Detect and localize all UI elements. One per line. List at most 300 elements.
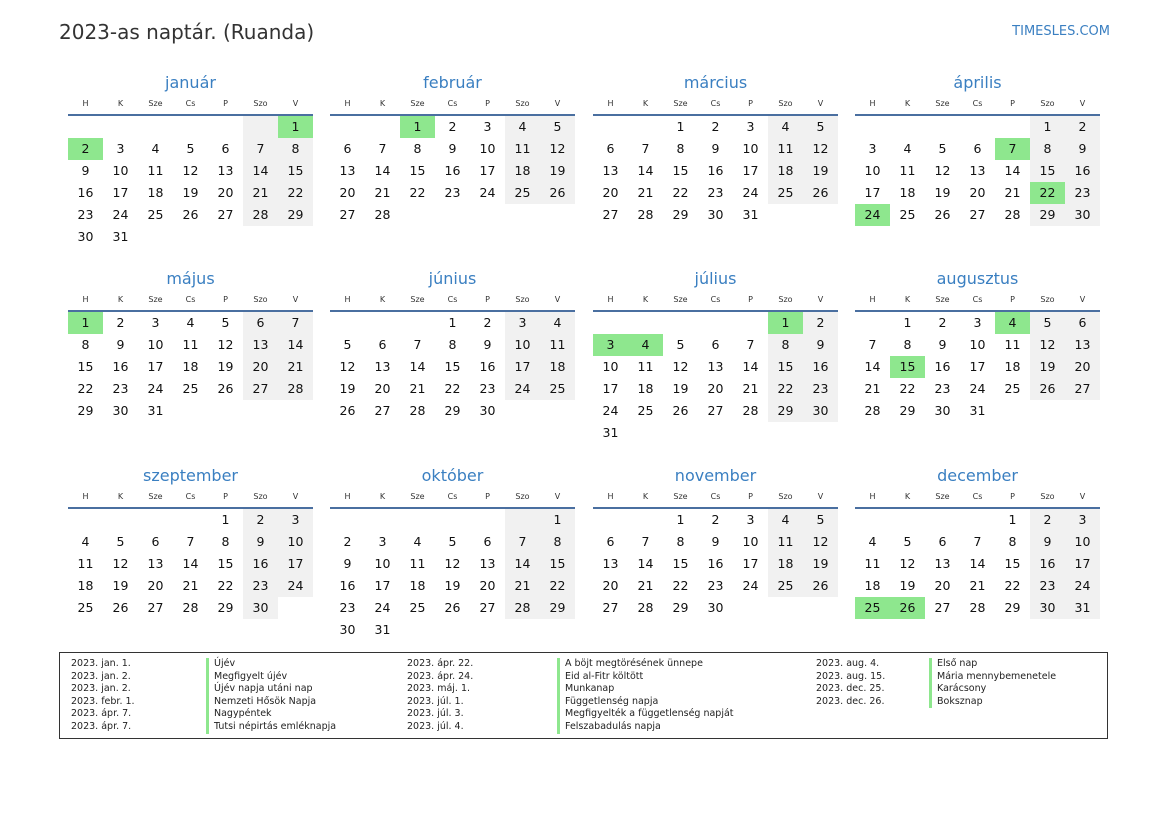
empty-cell — [208, 226, 243, 248]
weekday-label: Sze — [410, 295, 425, 304]
day-cell: 29 — [444, 403, 461, 418]
day-cell: 25 — [409, 600, 426, 615]
week-row — [855, 312, 1100, 334]
weekday-label: Szo — [253, 99, 268, 108]
day-cell: 14 — [505, 553, 540, 575]
day-cell: 7 — [641, 141, 650, 156]
day-cell: 6 — [378, 337, 387, 352]
week-row — [330, 160, 575, 182]
empty-cell — [243, 226, 278, 248]
week-row — [330, 312, 575, 334]
week-row — [68, 116, 313, 138]
day-cell: 24 — [147, 381, 164, 396]
day-cell: 16 — [339, 578, 356, 593]
day-cell: 5 — [803, 509, 838, 531]
month-name: augusztus — [936, 269, 1019, 288]
day-cell: 22 — [278, 182, 313, 204]
day-cell: 7 — [413, 337, 422, 352]
day-cell: 9 — [243, 531, 278, 553]
day-cell: 27 — [969, 207, 986, 222]
empty-cell — [803, 422, 838, 444]
day-cell: 31 — [1065, 597, 1100, 619]
day-cell: 11 — [768, 531, 803, 553]
empty-cell — [733, 597, 768, 619]
empty-cell — [698, 312, 733, 334]
weekday-label: H — [869, 99, 876, 108]
day-cell: 5 — [540, 116, 575, 138]
day-cell: 17 — [969, 359, 986, 374]
day-cell: 23 — [339, 600, 356, 615]
weekday-label: V — [292, 295, 299, 304]
day-cell: 21 — [374, 185, 391, 200]
day-cell: 16 — [77, 185, 94, 200]
day-cell: 30 — [112, 403, 129, 418]
weekday-label: H — [82, 492, 89, 501]
month-name: július — [694, 269, 737, 288]
empty-cell — [768, 597, 803, 619]
day-cell: 16 — [707, 556, 724, 571]
empty-cell — [733, 422, 768, 444]
day-cell: 9 — [1030, 531, 1065, 553]
day-cell: 26 — [803, 182, 838, 204]
day-cell: 23 — [707, 185, 724, 200]
day-cell: 8 — [676, 534, 685, 549]
legend-dates-2 — [407, 658, 473, 734]
empty-cell — [995, 116, 1030, 138]
weekday-label: Cs — [710, 295, 721, 304]
weekday-label: V — [817, 99, 824, 108]
day-cell: 9 — [711, 534, 720, 549]
day-cell: 7 — [746, 337, 755, 352]
weekday-label: V — [1079, 492, 1086, 501]
week-row — [855, 509, 1100, 531]
day-cell: 2 — [938, 315, 947, 330]
weekday-label: Szo — [1040, 99, 1055, 108]
day-cell: 8 — [676, 141, 685, 156]
week-row — [330, 182, 575, 204]
day-cell: 3 — [151, 315, 160, 330]
site-link[interactable]: TIMESLES.COM — [1012, 24, 1110, 39]
day-cell: 20 — [707, 381, 724, 396]
empty-cell — [68, 116, 103, 138]
weekday-header — [593, 290, 838, 312]
weekday-label: P — [1010, 99, 1015, 108]
day-cell: 31 — [602, 425, 619, 440]
weekday-label: H — [344, 99, 351, 108]
day-cell: 16 — [444, 163, 461, 178]
weekday-label: H — [607, 295, 614, 304]
day-cell: 8 — [1030, 138, 1065, 160]
day-cell: 25 — [77, 600, 94, 615]
day-cell: 5 — [116, 534, 125, 549]
legend-holiday-name: Megfigyelték a függetlenség napját — [557, 708, 734, 721]
empty-cell — [505, 204, 540, 226]
weekday-label: V — [1079, 99, 1086, 108]
empty-cell — [925, 116, 960, 138]
day-cell: 20 — [934, 578, 951, 593]
day-cell: 7 — [378, 141, 387, 156]
weekday-label: Cs — [972, 99, 983, 108]
weekday-label: H — [82, 99, 89, 108]
weekday-label: Sze — [410, 492, 425, 501]
day-cell: 13 — [217, 163, 234, 178]
week-row — [330, 356, 575, 378]
day-cell: 31 — [969, 403, 986, 418]
empty-cell — [435, 509, 470, 531]
day-cell: 3 — [378, 534, 387, 549]
week-row — [330, 138, 575, 160]
empty-cell — [68, 509, 103, 531]
day-cell: 1 — [278, 116, 313, 138]
week-row — [68, 312, 313, 334]
day-cell: 18 — [540, 356, 575, 378]
week-row — [855, 204, 1100, 226]
legend-holiday-name: Megfigyelt újév — [206, 671, 336, 684]
day-cell: 14 — [742, 359, 759, 374]
day-cell: 11 — [637, 359, 654, 374]
empty-cell — [593, 509, 628, 531]
day-cell: 4 — [768, 116, 803, 138]
day-cell: 10 — [1065, 531, 1100, 553]
legend-dates-3 — [816, 658, 885, 708]
week-row — [855, 356, 1100, 378]
week-row — [68, 226, 313, 248]
weekday-header — [855, 94, 1100, 116]
day-cell: 30 — [934, 403, 951, 418]
weekday-label: P — [1010, 492, 1015, 501]
day-cell: 25 — [768, 182, 803, 204]
empty-cell — [470, 509, 505, 531]
weekday-label: V — [554, 492, 561, 501]
day-cell: 11 — [899, 163, 916, 178]
week-row — [593, 160, 838, 182]
week-row — [593, 356, 838, 378]
day-cell: 15 — [444, 359, 461, 374]
empty-cell — [768, 422, 803, 444]
day-cell: 30 — [339, 622, 356, 637]
day-cell: 22 — [899, 381, 916, 396]
weekday-label: Sze — [673, 99, 688, 108]
legend-names-1 — [206, 658, 336, 734]
day-cell: 4 — [81, 534, 90, 549]
day-cell: 7 — [243, 138, 278, 160]
week-row — [330, 597, 575, 619]
weekday-header — [68, 487, 313, 509]
day-cell: 6 — [938, 534, 947, 549]
day-cell: 12 — [444, 556, 461, 571]
day-cell: 19 — [672, 381, 689, 396]
day-cell: 1 — [1008, 512, 1017, 527]
weekday-label: K — [117, 99, 124, 108]
day-cell: 14 — [637, 556, 654, 571]
weekday-label: P — [485, 99, 490, 108]
day-cell: 2 — [711, 512, 720, 527]
empty-cell — [435, 619, 470, 641]
weekday-label: Cs — [185, 295, 196, 304]
weekday-header — [855, 487, 1100, 509]
weekday-label: P — [748, 295, 753, 304]
week-row — [855, 116, 1100, 138]
week-row — [593, 334, 838, 356]
empty-cell — [365, 312, 400, 334]
day-cell: 9 — [81, 163, 90, 178]
weekday-header — [330, 487, 575, 509]
day-cell: 5 — [903, 534, 912, 549]
day-cell: 2 — [1065, 116, 1100, 138]
weekday-label: H — [607, 99, 614, 108]
day-cell: 9 — [711, 141, 720, 156]
day-cell: 18 — [505, 160, 540, 182]
day-cell: 10 — [969, 337, 986, 352]
day-cell: 19 — [803, 160, 838, 182]
empty-cell — [960, 116, 995, 138]
day-cell: 12 — [182, 163, 199, 178]
day-cell: 29 — [768, 400, 803, 422]
empty-cell — [400, 204, 435, 226]
weekday-header — [593, 487, 838, 509]
day-cell: 15 — [409, 163, 426, 178]
day-cell: 16 — [112, 359, 129, 374]
day-cell: 9 — [803, 334, 838, 356]
day-cell: 24 — [374, 600, 391, 615]
day-cell: 15 — [1004, 556, 1021, 571]
week-row — [68, 400, 313, 422]
day-cell: 30 — [707, 207, 724, 222]
day-cell: 31 — [742, 207, 759, 222]
day-cell: 5 — [676, 337, 685, 352]
day-cell: 2 — [116, 315, 125, 330]
weekday-label: P — [223, 295, 228, 304]
day-cell: 21 — [409, 381, 426, 396]
week-row — [330, 400, 575, 422]
empty-cell — [470, 204, 505, 226]
day-cell: 12 — [540, 138, 575, 160]
legend-names-2 — [557, 658, 734, 734]
day-cell: 22 — [768, 378, 803, 400]
day-cell: 3 — [505, 312, 540, 334]
empty-cell — [855, 509, 890, 531]
week-row — [593, 378, 838, 400]
day-cell: 23 — [934, 381, 951, 396]
week-row — [68, 138, 313, 160]
day-cell: 13 — [1065, 334, 1100, 356]
week-row — [330, 204, 575, 226]
day-cell: 4 — [186, 315, 195, 330]
empty-cell — [400, 619, 435, 641]
week-row — [68, 531, 313, 553]
month-8 — [855, 268, 1100, 422]
weekday-label: V — [554, 99, 561, 108]
week-row — [593, 116, 838, 138]
week-row — [593, 531, 838, 553]
weekday-header — [330, 94, 575, 116]
day-cell: 28 — [864, 403, 881, 418]
day-cell: 28 — [278, 378, 313, 400]
day-cell: 8 — [540, 531, 575, 553]
day-cell: 10 — [864, 163, 881, 178]
empty-cell — [540, 400, 575, 422]
day-cell: 30 — [243, 597, 278, 619]
day-cell: 20 — [339, 185, 356, 200]
day-cell: 7 — [995, 138, 1030, 160]
legend-holiday-name: Boksznap — [929, 696, 1056, 709]
week-row — [68, 182, 313, 204]
weekday-header — [68, 94, 313, 116]
week-row — [593, 312, 838, 334]
day-cell: 11 — [77, 556, 94, 571]
day-cell: 26 — [339, 403, 356, 418]
day-cell: 25 — [182, 381, 199, 396]
day-cell: 25 — [1004, 381, 1021, 396]
week-row — [593, 509, 838, 531]
legend-holiday-name: Felszabadulás napja — [557, 721, 734, 734]
day-cell: 12 — [112, 556, 129, 571]
day-cell: 17 — [505, 356, 540, 378]
day-cell: 17 — [1065, 553, 1100, 575]
legend-date: 2023. ápr. 22. — [407, 658, 474, 669]
day-cell: 29 — [672, 207, 689, 222]
weekday-label: K — [379, 492, 386, 501]
day-cell: 25 — [768, 575, 803, 597]
day-cell: 6 — [221, 141, 230, 156]
day-cell: 27 — [243, 378, 278, 400]
day-cell: 21 — [243, 182, 278, 204]
weekday-label: Sze — [935, 99, 950, 108]
day-cell: 13 — [147, 556, 164, 571]
day-cell: 24 — [742, 578, 759, 593]
day-cell: 24 — [112, 207, 129, 222]
day-cell: 12 — [803, 531, 838, 553]
day-cell: 9 — [483, 337, 492, 352]
day-cell: 16 — [803, 356, 838, 378]
day-cell: 4 — [505, 116, 540, 138]
day-cell: 24 — [742, 185, 759, 200]
week-row — [330, 575, 575, 597]
day-cell: 17 — [374, 578, 391, 593]
weekday-label: K — [904, 295, 911, 304]
day-cell: 17 — [602, 381, 619, 396]
week-row — [68, 160, 313, 182]
month-name: október — [421, 466, 484, 485]
day-cell: 8 — [278, 138, 313, 160]
legend-holiday-name: Mária mennybemenetele — [929, 671, 1056, 684]
day-cell: 18 — [768, 553, 803, 575]
weekday-label: K — [642, 492, 649, 501]
day-cell: 8 — [81, 337, 90, 352]
week-row — [593, 422, 838, 444]
day-cell: 2 — [68, 138, 103, 160]
month-2 — [330, 72, 575, 226]
day-cell: 20 — [969, 185, 986, 200]
day-cell: 12 — [339, 359, 356, 374]
day-cell: 16 — [243, 553, 278, 575]
day-cell: 20 — [1065, 356, 1100, 378]
week-row — [68, 553, 313, 575]
day-cell: 11 — [409, 556, 426, 571]
empty-cell — [208, 116, 243, 138]
day-cell: 17 — [742, 556, 759, 571]
day-cell: 14 — [1004, 163, 1021, 178]
day-cell: 3 — [746, 119, 755, 134]
day-cell: 30 — [803, 400, 838, 422]
week-row — [330, 116, 575, 138]
empty-cell — [278, 226, 313, 248]
legend-date: 2023. ápr. 7. — [71, 720, 132, 732]
day-cell: 20 — [374, 381, 391, 396]
day-cell: 15 — [1030, 160, 1065, 182]
empty-cell — [628, 312, 663, 334]
day-cell: 18 — [77, 578, 94, 593]
weekday-label: V — [554, 295, 561, 304]
legend-date: 2023. dec. 26. — [816, 695, 885, 707]
week-row — [330, 553, 575, 575]
week-row — [68, 509, 313, 531]
weekday-label: P — [485, 492, 490, 501]
week-row — [855, 597, 1100, 619]
legend-holiday-name: Munkanap — [557, 683, 734, 696]
day-cell: 22 — [1004, 578, 1021, 593]
weekday-label: H — [82, 295, 89, 304]
day-cell: 29 — [77, 403, 94, 418]
week-row — [855, 138, 1100, 160]
day-cell: 15 — [77, 359, 94, 374]
day-cell: 22 — [77, 381, 94, 396]
day-cell: 1 — [676, 512, 685, 527]
day-cell: 7 — [641, 534, 650, 549]
legend-holiday-name: Karácsony — [929, 683, 1056, 696]
day-cell: 6 — [973, 141, 982, 156]
week-row — [593, 204, 838, 226]
weekday-label: Cs — [710, 99, 721, 108]
month-name: április — [953, 73, 1002, 92]
weekday-label: P — [485, 295, 490, 304]
day-cell: 9 — [116, 337, 125, 352]
day-cell: 10 — [505, 334, 540, 356]
legend-date: 2023. júl. 4. — [407, 720, 464, 732]
day-cell: 21 — [864, 381, 881, 396]
month-name: május — [166, 269, 215, 288]
day-cell: 16 — [1065, 160, 1100, 182]
day-cell: 19 — [1030, 356, 1065, 378]
empty-cell — [925, 509, 960, 531]
empty-cell — [330, 116, 365, 138]
day-cell: 26 — [182, 207, 199, 222]
day-cell: 29 — [540, 597, 575, 619]
day-cell: 4 — [628, 334, 663, 356]
day-cell: 27 — [602, 600, 619, 615]
day-cell: 21 — [505, 575, 540, 597]
day-cell: 5 — [186, 141, 195, 156]
legend-holiday-name: Első nap — [929, 658, 1056, 671]
day-cell: 21 — [637, 185, 654, 200]
weekday-label: H — [607, 492, 614, 501]
week-row — [68, 575, 313, 597]
day-cell: 13 — [339, 163, 356, 178]
day-cell: 24 — [969, 381, 986, 396]
week-row — [68, 597, 313, 619]
day-cell: 7 — [278, 312, 313, 334]
day-cell: 11 — [864, 556, 881, 571]
day-cell: 6 — [343, 141, 352, 156]
day-cell: 1 — [221, 512, 230, 527]
weekday-label: P — [223, 492, 228, 501]
day-cell: 8 — [903, 337, 912, 352]
day-cell: 18 — [899, 185, 916, 200]
day-cell: 20 — [479, 578, 496, 593]
month-11 — [593, 465, 838, 619]
day-cell: 25 — [637, 403, 654, 418]
day-cell: 16 — [707, 163, 724, 178]
